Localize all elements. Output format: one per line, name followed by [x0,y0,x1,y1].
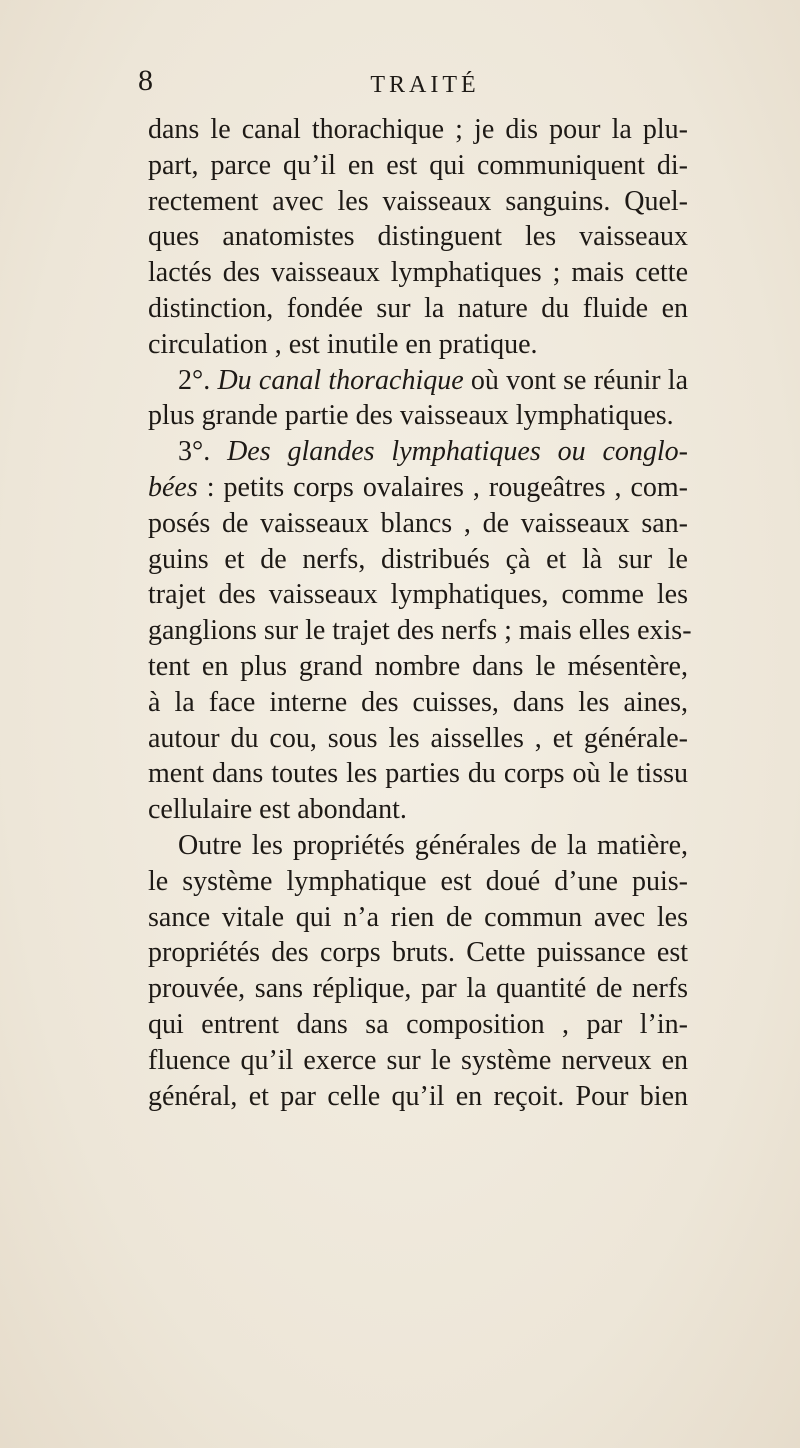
body-text [148,112,692,1114]
text-line: posés de vaisseaux blancs , de vaisseaux san- [148,507,688,539]
item-3-title: Des glandes lymphatiques ou conglo- [227,436,688,468]
text-line: plus grande partie des vaisseaux lymphatiques. [148,400,674,432]
text-line: qui entrent dans sa composition , par l’in- [148,1008,688,1040]
text-line: cellulaire est abondant. [148,794,407,826]
item-2-number: 2°. [178,364,218,396]
text-line: autour du cou, sous les aisselles , et générale- [148,722,688,754]
text-line: Outre les propriétés générales de la matière, [178,829,688,861]
text-line: lactés des vaisseaux lymphatiques ; mais cette [148,257,688,289]
page-number: 8 [138,64,153,97]
item-3-number: 3°. [178,436,228,468]
item-3-text: : petits corps ovalaires , rougeâtres , com- [197,471,688,503]
running-head: TRAITÉ [370,72,480,98]
item-3-line-2 [148,470,688,506]
text-line: ques anatomistes distinguent les vaisseaux [148,221,688,253]
text-line: à la face interne des cuisses, dans les aines, [148,686,688,718]
text-line: sance vitale qui n’a rien de commun avec les [148,901,688,933]
item-3-title-cont: bées [148,471,198,503]
text-line: trajet des vaisseaux lymphatiques, comme les [148,579,688,611]
text-line: circulation , est inutile en pratique. [148,328,538,360]
text-line: prouvée, sans réplique, par la quantité de nerfs [148,973,688,1005]
text-line: propriétés des corps bruts. Cette puissance est [148,937,688,969]
text-line: le système lymphatique est doué d’une puis- [148,865,688,897]
item-2-line [148,363,688,399]
text-line: dans le canal thorachique ; je dis pour la plu- [148,114,688,145]
text-line: guins et de nerfs, distribués çà et là sur le [148,543,688,575]
item-3-line [148,434,688,470]
text-line: tent en plus grand nombre dans le mésentère, [148,650,688,682]
text-line: ment dans toutes les parties du corps où le tissu [148,758,688,790]
item-2-title: Du canal thorachique [217,364,464,396]
text-line: part, parce qu’il en est qui communiquent di- [148,149,688,181]
text-line: fluence qu’il exerce sur le système nerveux en [148,1044,688,1076]
text-line: rectement avec les vaisseaux sanguins. Quel- [148,185,688,217]
text-line: général, et par celle qu’il en reçoit. Pour bien [148,1080,688,1112]
page-header [0,66,800,106]
text-line: ganglions sur le trajet des nerfs ; mais elles exis- [148,615,692,647]
text-line: distinction, fondée sur la nature du fluide en [148,292,688,324]
item-2-text: où vont se réunir la [463,364,688,396]
